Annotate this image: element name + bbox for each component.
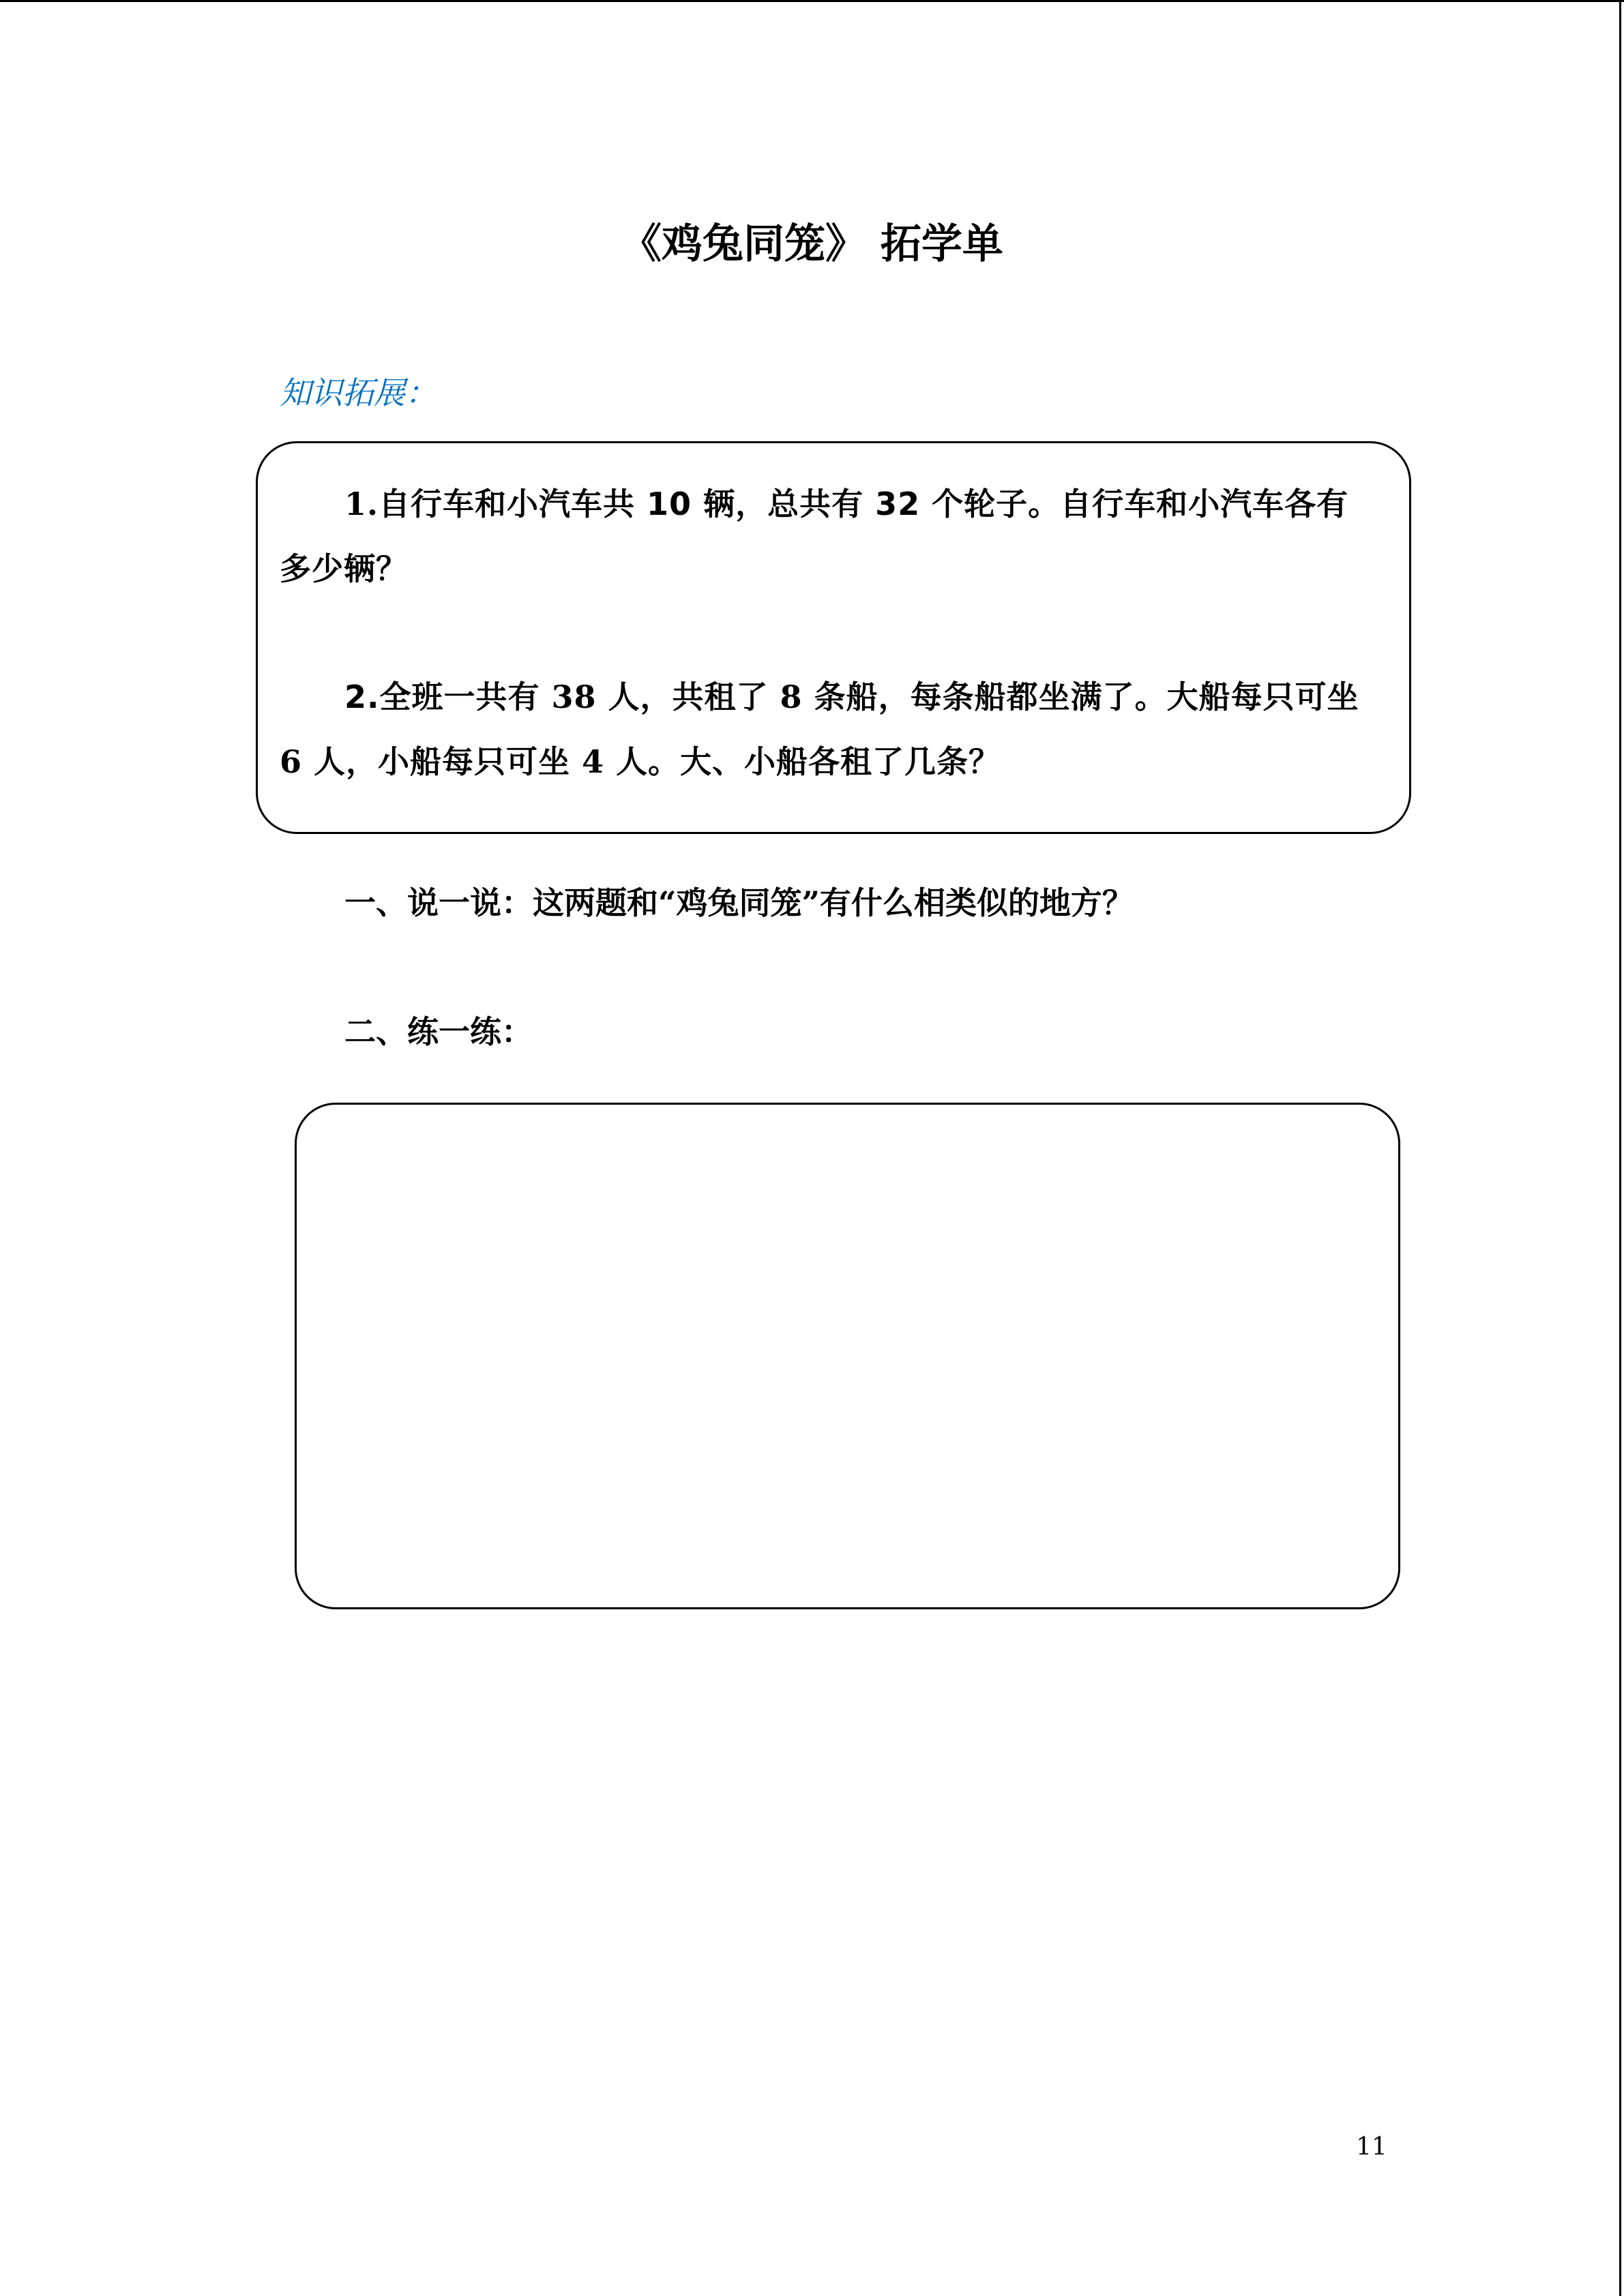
problem-text: 自行车和小汽车共 <box>379 486 647 522</box>
problem-number: 2. <box>344 679 380 715</box>
problem-number-value: 10 <box>647 486 692 522</box>
page-border-right <box>1619 0 1621 2296</box>
problem-number: 1. <box>344 486 379 522</box>
problem-text: 个轮子。自行车和小汽车各有多少辆？ <box>280 486 1349 587</box>
problem-text: 全班一共有 38 人，共租了 8 条船，每条船都坐满了。大船每只可坐 6 人，小船每只可坐 4 人。大、小船各租了几条？ <box>280 679 1359 780</box>
section-heading: 知识拓展： <box>280 374 437 411</box>
practice-heading: 二、练一练： <box>344 1013 533 1050</box>
problem-2 <box>280 665 1371 794</box>
page-number: 11 <box>1356 2133 1387 2161</box>
page-title: 《鸡兔同笼》 拓学单 <box>621 220 1003 268</box>
page-border-top <box>0 0 1624 2</box>
problem-number-value: 32 <box>875 486 921 522</box>
practice-answer-box[interactable] <box>295 1103 1400 1609</box>
problem-text: 辆，总共有 <box>692 486 876 522</box>
discussion-question: 一、说一说：这两题和“鸡兔同笼”有什么相类似的地方？ <box>344 884 1134 921</box>
problem-1 <box>280 472 1371 601</box>
